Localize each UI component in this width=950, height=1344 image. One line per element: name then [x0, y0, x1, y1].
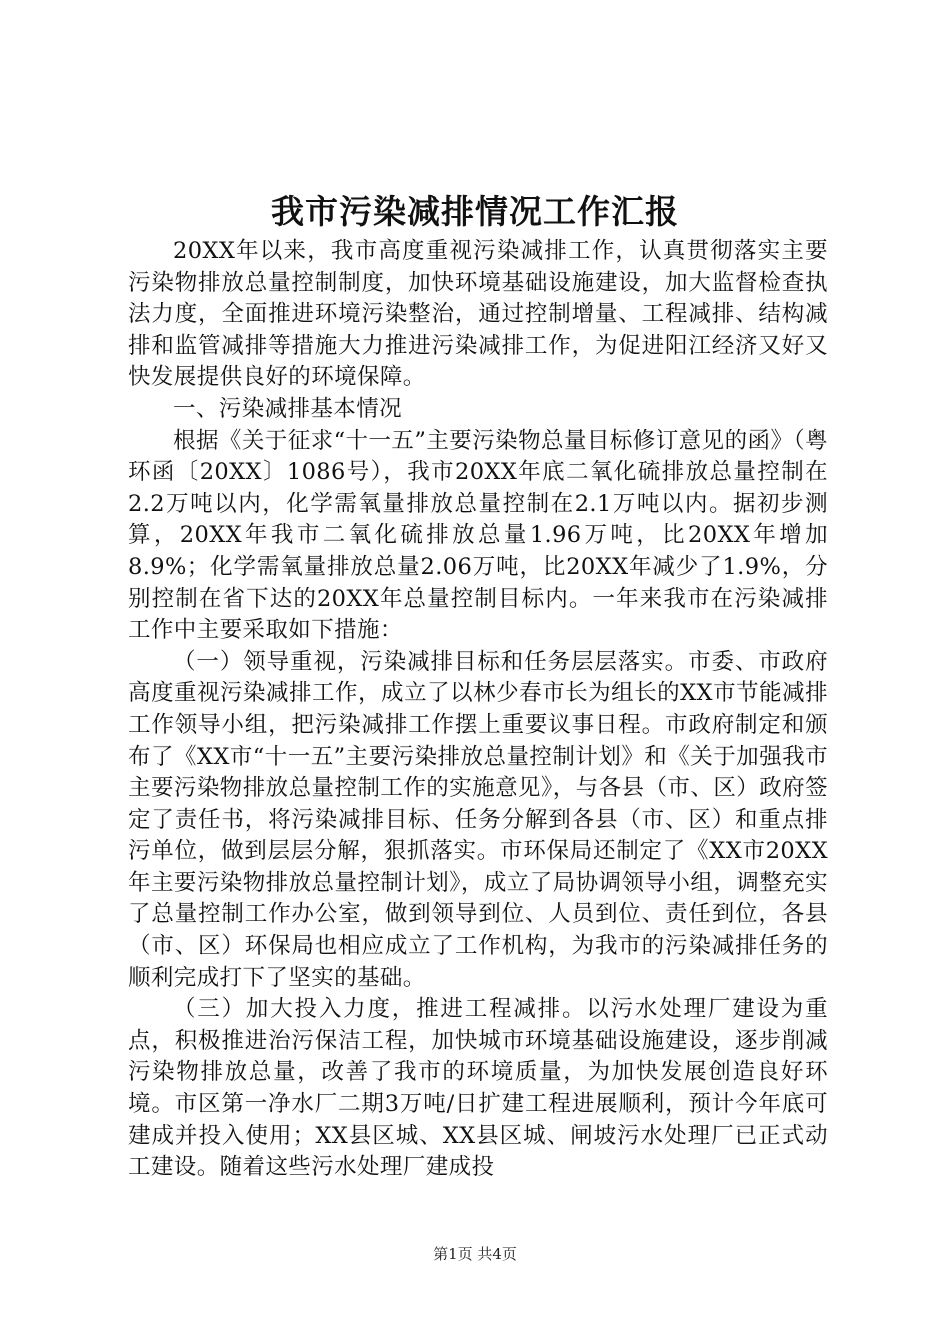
measure-three-paragraph: （三）加大投入力度，推进工程减排。以污水处理厂建设为重点，积极推进治污保洁工程，加快城市环境基础设施建设，逐步削减污染物排放总量，改善了我市的环境质量，为加快发展创造良好环境。市区第一净水厂二期3万吨/日扩建工程进展顺利，预计今年底可建成并投入使用；XX县区城、XX县区城、闸坡污水处理厂已正式动工建设。随着这些污水处理厂建成投: [128, 996, 828, 1181]
page-footer: 第1页 共4页: [433, 1245, 517, 1263]
measure-one-paragraph: （一）领导重视，污染减排目标和任务层层落实。市委、市政府高度重视污染减排工作，成立了以林少春市长为组长的XX市节能减排工作领导小组，把污染减排工作摆上重要议事日程。市政府制定和颁布了《XX市“十一五”主要污染排放总量控制计划》和《关于加强我市主要污染物排放总量控制工作的实施意见》，与各县（市、区）政府签定了责任书，将污染减排目标、任务分解到各县（市、区）和重点排污单位，做到层层分解，狠抓落实。市环保局还制定了《XX市20XX年主要污染物排放总量控制计划》，成立了局协调领导小组，调整充实了总量控制工作办公室，做到领导到位、人员到位、责任到位，各县（市、区）环保局也相应成立了工作机构，为我市的污染减排任务的顺利完成打下了坚实的基础。: [128, 648, 828, 991]
document-title: 我市污染减排情况工作汇报: [271, 192, 679, 231]
intro-paragraph: 20XX年以来，我市高度重视污染减排工作，认真贯彻落实主要污染物排放总量控制制度，加快环境基础设施建设，加大监督检查执法力度，全面推进环境污染整治，通过控制增量、工程减排、结构减排和监管减排等措施大力推进污染减排工作，为促进阳江经济又好又快发展提供良好的环境保障。: [128, 238, 828, 391]
section-heading: 一、污染减排基本情况: [173, 395, 403, 422]
overview-paragraph: 根据《关于征求“十一五”主要污染物总量目标修订意见的函》（粤环函〔20XX〕1086号），我市20XX年底二氧化硫排放总量控制在2.2万吨以内，化学需氧量排放总量控制在2.1万吨以内。据初步测算，20XX年我市二氧化硫排放总量1.96万吨，比20XX年增加8.9%；化学需氧量排放总量2.06万吨，比20XX年减少了1.9%，分别控制在省下达的20XX年总量控制目标内。一年来我市在污染减排工作中主要采取如下措施：: [128, 427, 828, 644]
document-body: [128, 236, 828, 1184]
